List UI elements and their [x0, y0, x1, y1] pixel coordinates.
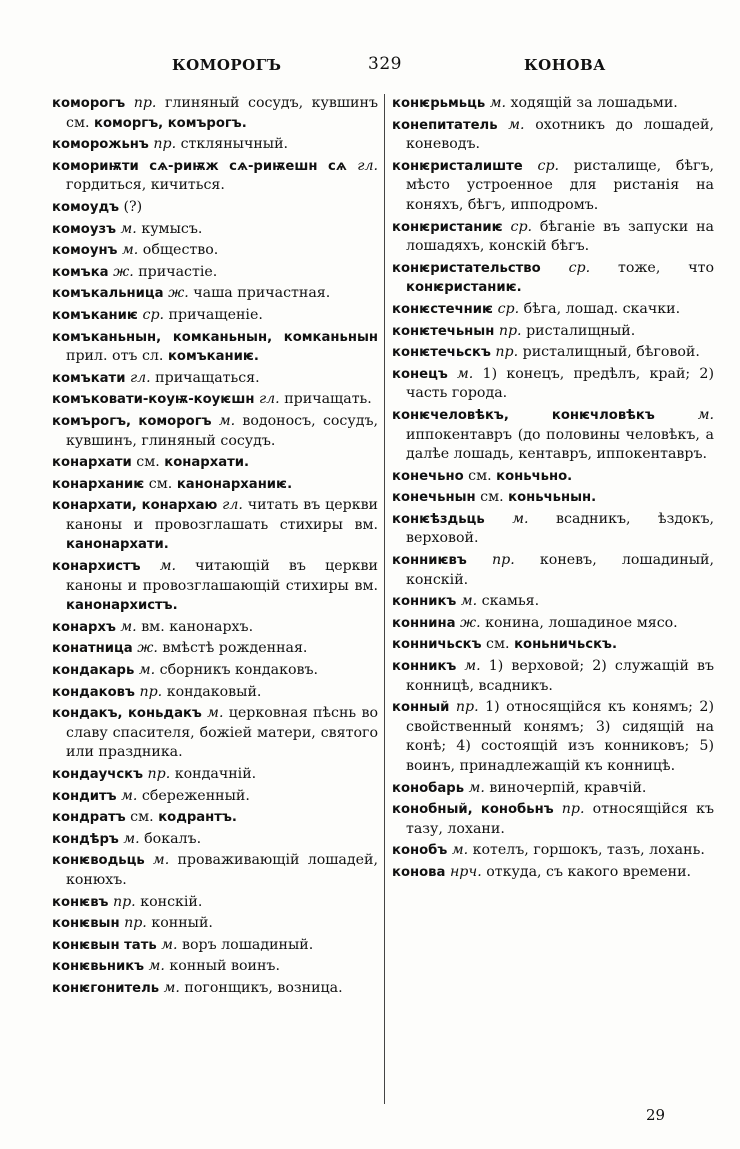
headword: кондакъ, коньдакъ	[52, 706, 202, 722]
headword: конархистъ	[52, 559, 141, 575]
definition: причащать.	[279, 391, 372, 408]
grammar-label: гл.	[125, 369, 151, 386]
dictionary-entry	[52, 198, 378, 218]
definition: см.	[463, 467, 497, 484]
dictionary-entry	[52, 263, 378, 283]
headword: комъковати-коуѭ-коуѥшн	[52, 392, 255, 408]
headword: комъка	[52, 264, 109, 280]
definition: относящійся къ тазу, лохани.	[406, 801, 714, 837]
grammar-label: ср.	[493, 300, 520, 317]
headword: комъканиѥ	[52, 307, 138, 323]
headword: конархъ	[52, 619, 116, 635]
cross-reference: канонарханиѥ.	[176, 476, 293, 492]
headword: конный	[392, 700, 450, 716]
dictionary-entry	[52, 328, 378, 367]
headword: конецъ	[392, 366, 448, 382]
dictionary-entry	[392, 800, 714, 839]
cross-reference: коньчьно.	[496, 468, 573, 484]
dictionary-entry	[52, 639, 378, 659]
definition: общество.	[138, 242, 219, 259]
headword: конобарь	[392, 780, 465, 796]
cross-reference: коморгъ, комърогъ.	[94, 115, 247, 131]
headword: конничьскъ	[392, 637, 482, 653]
cross-reference: конѥристаниѥ.	[406, 280, 522, 296]
dictionary-entry	[52, 979, 378, 999]
grammar-label: м.	[485, 95, 506, 111]
grammar-label: пр.	[108, 893, 136, 910]
dictionary-entry	[392, 657, 714, 696]
dictionary-entry	[52, 369, 378, 389]
dictionary-entry	[392, 841, 714, 861]
headword: конѥѣздьць	[392, 511, 485, 527]
grammar-label: м.	[497, 116, 525, 133]
dictionary-entry	[52, 618, 378, 638]
grammar-label: м.	[447, 842, 469, 859]
grammar-label: пр.	[148, 136, 177, 153]
headword: конѥристательство	[392, 260, 541, 276]
dictionary-entry	[392, 157, 714, 216]
dictionary-entry	[392, 406, 714, 465]
headword: кондратъ	[52, 810, 126, 826]
headword: кондитъ	[52, 788, 117, 804]
headword: конобный, конобьнъ	[392, 802, 554, 818]
grammar-label: ср.	[137, 306, 165, 323]
headword: коморожьнъ	[52, 137, 149, 153]
definition: причащеніе.	[164, 306, 263, 323]
dictionary-entry	[52, 390, 378, 410]
definition: бѣга, лошад. скачки.	[519, 300, 681, 317]
headword: конепитатель	[392, 117, 498, 133]
grammar-label: гл.	[254, 391, 280, 408]
definition: см.	[144, 475, 177, 492]
definition: ристалищный, бѣговой.	[518, 344, 700, 361]
headword: конниѥвъ	[392, 553, 467, 569]
grammar-label: пр.	[119, 915, 147, 932]
grammar-label: м.	[484, 510, 529, 527]
grammar-label: пр.	[466, 552, 515, 569]
dictionary-entry	[52, 557, 378, 616]
dictionary-entry	[52, 284, 378, 304]
running-head-left: КОМОРОГЪ	[172, 56, 282, 74]
grammar-label: м.	[464, 779, 485, 796]
dictionary-entry	[392, 863, 714, 883]
definition: причащаться.	[150, 369, 260, 386]
grammar-label: м.	[117, 242, 139, 259]
dictionary-entry	[392, 614, 714, 634]
column-divider	[384, 94, 385, 1104]
definition: погонщикъ, возница.	[179, 979, 343, 996]
dictionary-entry	[52, 830, 378, 850]
dictionary-entry	[392, 488, 714, 508]
page-header	[0, 56, 740, 82]
definition: 1) конецъ, предѣлъ, край; 2) часть города.	[406, 365, 714, 402]
headword: конѥристаниѥ	[392, 219, 503, 235]
headword: конникъ	[392, 659, 457, 675]
definition: вм. канонархъ.	[136, 618, 254, 635]
grammar-label: м.	[116, 220, 137, 237]
definition: водоносъ, сосудъ, кувшинъ, глиняный сосудъ.	[66, 412, 378, 449]
headword: комориѭти сѧ-риѭж сѧ-риѭешн сѧ	[52, 158, 347, 174]
headword: конѥвын тать	[52, 937, 157, 953]
dictionary-entry	[52, 683, 378, 703]
definition: сбереженный.	[137, 787, 250, 804]
dictionary-entry	[392, 592, 714, 612]
definition: ристалище, бѣгъ, мѣсто устроенное для ристанія на коняхъ, бѣгъ, ипподромъ.	[406, 157, 714, 213]
headword: кондѣръ	[52, 831, 119, 847]
dictionary-entry	[52, 851, 378, 890]
dictionary-entry	[52, 241, 378, 261]
definition: коневъ, лошадиный, конскій.	[406, 552, 714, 588]
definition: см.	[131, 454, 165, 471]
definition: стклянычный.	[176, 136, 289, 153]
definition: охотникъ до лошадей, коневодъ.	[406, 116, 714, 153]
dictionary-entry	[52, 957, 378, 977]
page-number: 329	[368, 54, 402, 74]
grammar-label: м.	[201, 705, 224, 722]
dictionary-entry	[52, 914, 378, 934]
definition: 1) верховой; 2) служащій въ конницѣ, всадникъ.	[406, 658, 714, 694]
headword: конѥвын	[52, 916, 120, 932]
dictionary-entry	[392, 94, 714, 114]
definition: глиняный сосудъ, кувшинъ см.	[66, 95, 378, 131]
headword: комъкати	[52, 370, 126, 386]
dictionary-entry	[52, 306, 378, 326]
headword: кондаковъ	[52, 684, 135, 700]
headword: конарханиѥ	[52, 476, 145, 492]
definition: конина, лошадиное мясо.	[480, 614, 678, 631]
dictionary-entry	[392, 779, 714, 799]
grammar-label: м.	[156, 936, 178, 953]
headword: конатница	[52, 641, 133, 657]
definition: читающій въ церкви каноны и провозглашающій стихиры вм.	[66, 558, 378, 594]
grammar-label: ср.	[502, 218, 533, 235]
dictionary-entry	[392, 365, 714, 404]
dictionary-entry	[52, 157, 378, 196]
dictionary-entry	[392, 322, 714, 342]
definition: ходящій за лошадьми.	[506, 95, 678, 111]
definition: (?)	[119, 198, 143, 215]
dictionary-entry	[52, 94, 378, 133]
grammar-label: нрч.	[445, 863, 482, 880]
definition: скамья.	[477, 593, 540, 610]
dictionary-entry	[52, 936, 378, 956]
dictionary-entry	[392, 218, 714, 257]
definition: бокалъ.	[139, 830, 202, 847]
headword: комъканьнын, комканьнын, комканьнын	[52, 329, 378, 345]
grammar-label: м.	[144, 852, 170, 869]
grammar-label: м.	[144, 958, 165, 975]
headword: конова	[392, 864, 446, 880]
left-column	[52, 94, 378, 1001]
dictionary-entry	[52, 893, 378, 913]
definition: причастіе.	[133, 263, 218, 280]
grammar-label: ср.	[540, 259, 591, 276]
headword: комърогъ, коморогъ	[52, 413, 212, 429]
headword: конѥвьникъ	[52, 959, 145, 975]
dictionary-entry	[392, 467, 714, 487]
definition: церковная пѣснь во славу спасителя, божіей матери, святого или праздника.	[66, 705, 378, 761]
dictionary-entry	[52, 808, 378, 828]
grammar-label: ж.	[108, 263, 134, 280]
cross-reference: конархати.	[164, 455, 250, 471]
right-column	[392, 94, 714, 885]
headword: конѥстечниѥ	[392, 301, 494, 317]
dictionary-entry	[392, 510, 714, 549]
cross-reference: кодрантъ.	[158, 810, 237, 826]
headword: конѥристалиште	[392, 158, 523, 174]
definition: конный воинъ.	[164, 958, 280, 975]
grammar-label: ж.	[132, 640, 158, 657]
definition: 1) относящійся къ конямъ; 2) свойственный конямъ; 3) сидящій на конѣ; 4) состоящій изъ конниковъ; 5) воинъ, принадлежащій къ конницѣ.	[406, 699, 714, 774]
grammar-label: ср.	[522, 157, 560, 174]
definition: тоже, что	[590, 259, 714, 276]
grammar-label: ж.	[455, 614, 481, 631]
dictionary-entry	[52, 787, 378, 807]
grammar-label: м.	[456, 658, 481, 675]
headword: конечьнын	[392, 490, 476, 506]
dictionary-entry	[52, 220, 378, 240]
dictionary-entry	[392, 300, 714, 320]
dictionary-entry	[392, 551, 714, 590]
headword: коморогъ	[52, 96, 126, 111]
definition: иппокентавръ (до половины человѣкъ, а далѣе лошадь, кентавръ, иппокентавръ.	[406, 426, 714, 463]
headword: конобъ	[392, 843, 448, 859]
definition: гордиться, кичиться.	[66, 177, 225, 194]
grammar-label: пр.	[134, 683, 163, 700]
dictionary-entry	[52, 475, 378, 495]
grammar-label: пр.	[449, 699, 479, 716]
definition: виночерпій, кравчій.	[484, 779, 647, 796]
grammar-label: пр.	[553, 801, 585, 818]
definition: бѣганіе въ запуски на лошадяхъ, конскій бѣгъ.	[406, 218, 714, 255]
dictionary-entry	[52, 412, 378, 451]
grammar-label: м.	[654, 406, 714, 423]
dictionary-entry	[52, 453, 378, 473]
grammar-label: м.	[115, 618, 137, 635]
dictionary-entry	[392, 343, 714, 363]
headword: конѥтечьскъ	[392, 345, 491, 361]
definition: всадникъ, ѣздокъ, верховой.	[406, 510, 714, 547]
headword: комъкальница	[52, 286, 164, 302]
headword: комоунъ	[52, 243, 118, 259]
definition: см.	[481, 636, 515, 653]
dictionary-entry	[52, 704, 378, 763]
dictionary-entry	[392, 259, 714, 298]
definition: чаша причастная.	[188, 285, 331, 302]
headword: конечьно	[392, 468, 464, 484]
grammar-label: пр.	[125, 95, 157, 111]
headword: комоудъ	[52, 199, 120, 215]
grammar-label: м.	[447, 365, 474, 382]
grammar-label: гл.	[346, 157, 378, 174]
definition: кондаковый.	[162, 683, 262, 700]
definition: конный.	[146, 915, 213, 932]
grammar-label: м.	[116, 787, 138, 804]
grammar-label: пр.	[494, 322, 522, 339]
headword: конѥводьць	[52, 853, 145, 869]
definition: прил. отъ сл.	[66, 348, 168, 365]
dictionary-entry	[52, 496, 378, 555]
headword: конѥвъ	[52, 894, 109, 910]
definition: см.	[475, 489, 509, 506]
headword: конникъ	[392, 594, 457, 610]
headword: конѥчеловѣкъ, конѥчловѣкъ	[392, 407, 655, 423]
headword: конѥрьмьць	[392, 96, 486, 111]
cross-reference: канонархати.	[66, 537, 169, 553]
cross-reference: канонархистъ.	[66, 598, 178, 614]
grammar-label: ж.	[163, 285, 189, 302]
headword: кондаучскъ	[52, 767, 143, 782]
grammar-label: м.	[159, 979, 180, 996]
headword: комоузъ	[52, 221, 117, 237]
definition: кондачній.	[170, 766, 257, 782]
headword: конѥтечьнын	[392, 323, 495, 339]
grammar-label: гл.	[217, 497, 243, 514]
cross-reference: коньничьскъ.	[514, 637, 617, 653]
grammar-label: пр.	[490, 344, 519, 361]
headword: коннина	[392, 615, 456, 631]
definition: сборникъ кондаковъ.	[155, 662, 319, 679]
grammar-label: м.	[456, 593, 478, 610]
dictionary-entry	[392, 116, 714, 155]
grammar-label: м.	[134, 662, 156, 679]
dictionary-entry	[52, 135, 378, 155]
grammar-label: м.	[211, 412, 236, 429]
headword: конархати	[52, 455, 132, 471]
definition: воръ лошадиный.	[177, 936, 314, 953]
definition: см.	[125, 809, 159, 826]
dictionary-entry	[52, 661, 378, 681]
definition: откуда, съ какого времени.	[481, 863, 692, 880]
cross-reference: комъканиѥ.	[167, 349, 259, 365]
definition: читать въ церкви каноны и провозглашать стихиры вм.	[66, 497, 379, 533]
definition: ристалищный.	[521, 322, 636, 339]
grammar-label: м.	[118, 830, 140, 847]
dictionary-entry	[52, 765, 378, 785]
headword: кондакарь	[52, 663, 135, 679]
dictionary-entry	[392, 635, 714, 655]
dictionary-entry	[392, 698, 714, 776]
definition: вмѣстѣ рожденная.	[157, 640, 308, 657]
headword: конархати, конархаю	[52, 498, 218, 514]
cross-reference: коньчьнын.	[508, 490, 597, 506]
grammar-label: пр.	[143, 766, 171, 782]
definition: проваживающій лошадей, конюхъ.	[66, 852, 378, 888]
signature-mark: 29	[646, 1106, 666, 1124]
definition: кумысъ.	[136, 220, 203, 237]
definition: конскій.	[135, 893, 203, 910]
grammar-label: м.	[140, 558, 176, 575]
running-head-right: КОНОВА	[524, 56, 606, 74]
definition: котелъ, горшокъ, тазъ, лохань.	[468, 842, 705, 859]
headword: конѥгонитель	[52, 980, 160, 996]
